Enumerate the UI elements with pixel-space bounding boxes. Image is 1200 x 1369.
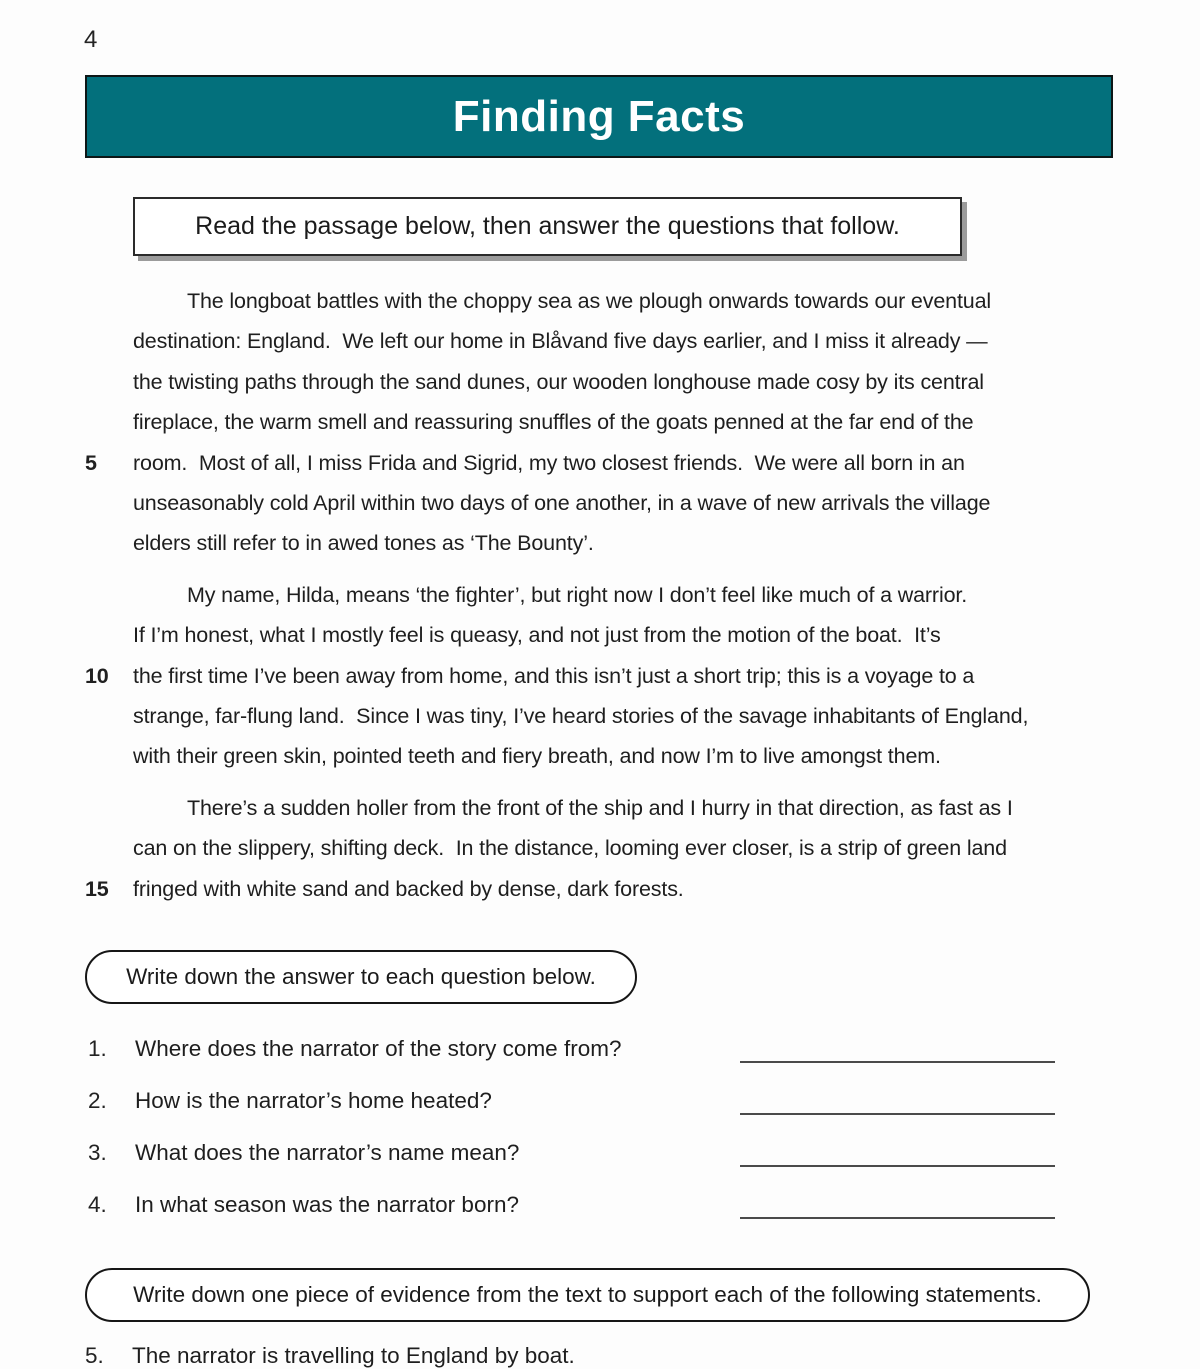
passage-line — [85, 483, 1125, 523]
passage-text: destination: England. We left our home in Blåvand five days earlier, and I miss it already — — [133, 329, 988, 354]
passage-text: can on the slippery, shifting deck. In the distance, looming ever closer, is a strip of green land — [133, 836, 1007, 861]
line-number — [85, 523, 133, 563]
passage-text: the twisting paths through the sand dunes, our wooden longhouse made cosy by its central — [133, 369, 984, 394]
question-text: How is the narrator’s home heated? — [135, 1088, 492, 1113]
question-number: 5. — [85, 1343, 104, 1368]
line-number — [85, 828, 133, 868]
question-number: 2. — [88, 1088, 107, 1113]
passage-text: unseasonably cold April within two days of one another, in a wave of new arrivals the village — [133, 491, 991, 516]
line-number — [85, 483, 133, 523]
passage-line — [85, 828, 1125, 868]
passage-line — [85, 615, 1125, 655]
question-number: 3. — [88, 1140, 107, 1165]
passage-line — [85, 321, 1125, 361]
passage — [85, 281, 1125, 909]
read-passage-instruction-text: Read the passage below, then answer the questions that follow. — [195, 212, 900, 240]
question-text: Where does the narrator of the story come from? — [135, 1036, 622, 1061]
passage-text: If I’m honest, what I mostly feel is queasy, and not just from the motion of the boat. It’s — [133, 623, 941, 648]
passage-line — [85, 362, 1125, 402]
passage-text: elders still refer to in awed tones as ‘The Bounty’. — [133, 531, 594, 556]
question-text: In what season was the narrator born? — [135, 1192, 519, 1217]
passage-text: room. Most of all, I miss Frida and Sigrid, my two closest friends. We were all born in an — [133, 450, 965, 475]
question-row-1 — [85, 1028, 1095, 1080]
passage-line — [85, 656, 1125, 696]
line-number — [85, 321, 133, 361]
questions-instruction-box — [85, 950, 637, 1004]
passage-line — [85, 696, 1125, 736]
line-number: 10 — [85, 663, 109, 688]
passage-text: fringed with white sand and backed by dense, dark forests. — [133, 876, 684, 901]
passage-line — [85, 575, 1125, 615]
passage-line — [85, 523, 1125, 563]
line-number — [85, 615, 133, 655]
passage-line — [85, 788, 1125, 828]
question-row-4 — [85, 1184, 1095, 1236]
title-banner — [85, 75, 1113, 158]
evidence-instruction-text: Write down one piece of evidence from the text to support each of the following statements. — [133, 1282, 1042, 1307]
question-row-5-partial — [85, 1343, 1095, 1369]
read-passage-instruction-box — [133, 197, 962, 256]
questions-instruction-text: Write down the answer to each question below. — [126, 964, 596, 989]
passage-text: My name, Hilda, means ‘the fighter’, but right now I don’t feel like much of a warrior. — [187, 582, 968, 607]
question-text: The narrator is travelling to England by boat. — [132, 1343, 575, 1368]
passage-text: fireplace, the warm smell and reassuring snuffles of the goats penned at the far end of the — [133, 410, 974, 435]
answer-line-4[interactable] — [740, 1217, 1055, 1219]
question-number: 1. — [88, 1036, 107, 1061]
evidence-instruction-box — [85, 1268, 1090, 1322]
line-number: 15 — [85, 876, 109, 901]
question-row-3 — [85, 1132, 1095, 1184]
line-number — [85, 362, 133, 402]
passage-line — [85, 736, 1125, 776]
page-title: Finding Facts — [452, 91, 746, 141]
line-number — [85, 281, 133, 321]
line-number — [85, 788, 133, 828]
passage-line — [85, 281, 1125, 321]
line-number: 5 — [85, 450, 97, 475]
answer-line-2[interactable] — [740, 1113, 1055, 1115]
passage-text: with their green skin, pointed teeth and fiery breath, and now I’m to live amongst them. — [133, 744, 941, 769]
passage-text: strange, far-flung land. Since I was tiny, I’ve heard stories of the savage inhabitants of England, — [133, 704, 1029, 729]
passage-text: The longboat battles with the choppy sea as we plough onwards towards our eventual — [187, 289, 992, 313]
line-number — [85, 575, 133, 615]
passage-text: There’s a sudden holler from the front of the ship and I hurry in that direction, as fast as I — [187, 795, 1013, 820]
question-row-2 — [85, 1080, 1095, 1132]
answer-line-3[interactable] — [740, 1165, 1055, 1167]
page-number: 4 — [84, 26, 98, 53]
line-number — [85, 696, 133, 736]
questions-list — [85, 1028, 1095, 1236]
passage-line — [85, 443, 1125, 483]
answer-line-1[interactable] — [740, 1061, 1055, 1063]
line-number — [85, 736, 133, 776]
passage-line — [85, 869, 1125, 909]
passage-text: the first time I’ve been away from home, and this isn’t just a short trip; this is a voyage to a — [133, 663, 975, 688]
passage-line — [85, 402, 1125, 442]
question-number: 4. — [88, 1192, 107, 1217]
line-number — [85, 402, 133, 442]
question-text: What does the narrator’s name mean? — [135, 1140, 520, 1165]
